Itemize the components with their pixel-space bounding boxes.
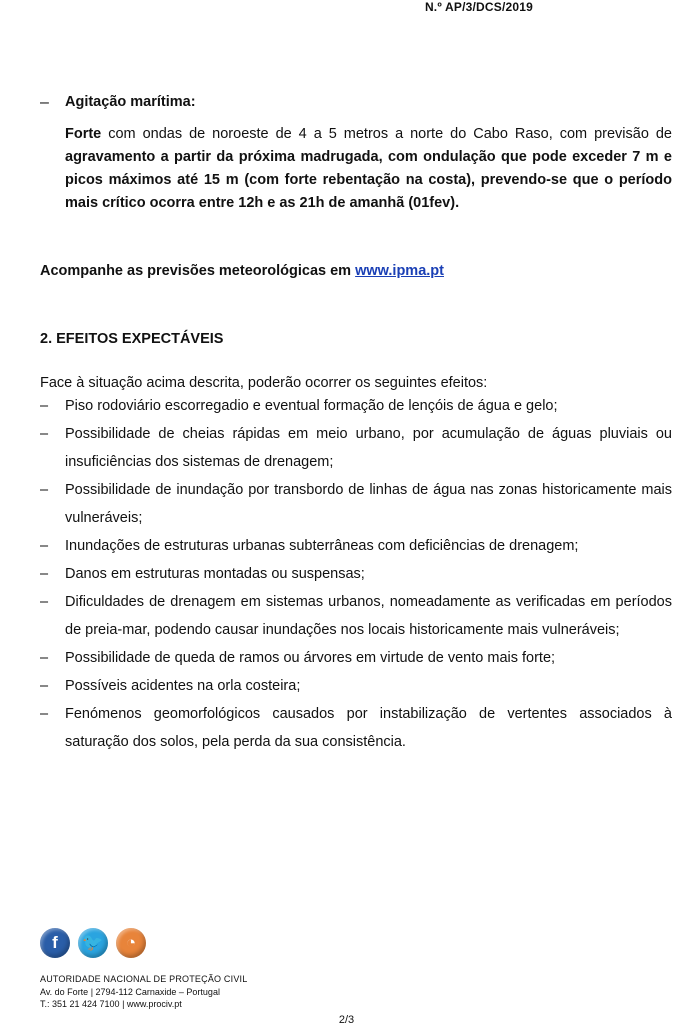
list-item xyxy=(40,644,672,672)
follow-forecast-line xyxy=(40,263,672,279)
footer-address: Av. do Forte | 2794-112 Carnaxide – Portugal xyxy=(40,986,220,997)
effects-list xyxy=(40,392,672,756)
section2-intro: Face à situação acima descrita, poderão ocorrer os seguintes efeitos: xyxy=(40,375,488,391)
bullet-dash: – xyxy=(40,426,49,442)
agitacao-title: Agitação marítima: xyxy=(65,94,196,110)
list-item-text: Possibilidade de queda de ramos ou árvores em virtude de vento mais forte; xyxy=(65,650,556,666)
bullet-dash: – xyxy=(40,594,49,610)
section2-title: 2. EFEITOS EXPECTÁVEIS xyxy=(40,331,224,347)
bullet-dash: – xyxy=(40,482,49,498)
facebook-icon[interactable]: f xyxy=(40,928,70,958)
document-number: N.º AP/3/DCS/2019 xyxy=(424,0,533,14)
list-item xyxy=(40,560,672,588)
agitacao-bold-text: agravamento a partir da próxima madrugada, com ondulação que pode exceder 7 m e picos máximos até 15 m (com forte rebentação na costa), prevendo-se que o período mais crítico ocorra entre 12h e as 21h de amanhã (01fev). xyxy=(65,149,672,211)
bullet-dash: – xyxy=(40,706,49,722)
twitter-icon[interactable]: 🐦 xyxy=(78,928,108,958)
footer-org: AUTORIDADE NACIONAL DE PROTEÇÃO CIVIL xyxy=(40,974,248,984)
list-item xyxy=(40,700,672,756)
follow-text: Acompanhe as previsões meteorológicas em xyxy=(40,263,356,279)
bullet-dash: – xyxy=(40,678,49,694)
ipma-link[interactable]: www.ipma.pt xyxy=(355,263,444,279)
list-item-text: Inundações de estruturas urbanas subterrâneas com deficiências de drenagem; xyxy=(65,538,579,554)
list-item xyxy=(40,672,672,700)
list-item-text: Possibilidade de inundação por transbordo de linhas de água nas zonas historicamente mais vulneráveis; xyxy=(65,482,672,526)
agitacao-paragraph xyxy=(65,123,672,215)
agitacao-line1: com ondas de noroeste de 4 a 5 metros a norte do Cabo Raso, com previsão de xyxy=(101,126,672,142)
rss-icon[interactable]: ◔ xyxy=(116,928,146,958)
bullet-dash: – xyxy=(40,566,49,582)
bullet-dash: – xyxy=(40,398,49,414)
list-item xyxy=(40,420,672,476)
list-item xyxy=(40,532,672,560)
social-icons xyxy=(40,928,146,958)
list-item-text: Possíveis acidentes na orla costeira; xyxy=(65,678,301,694)
list-item xyxy=(40,476,672,532)
bullet-dash: – xyxy=(40,650,49,666)
footer xyxy=(40,973,247,1011)
list-item xyxy=(40,588,672,644)
list-item-text: Dificuldades de drenagem em sistemas urbanos, nomeadamente as verificadas em períodos de preia-mar, podendo causar inundações nos locais historicamente mais vulneráveis; xyxy=(65,594,672,638)
list-item-text: Danos em estruturas montadas ou suspensas; xyxy=(65,566,365,582)
list-item-text: Piso rodoviário escorregadio e eventual formação de lençóis de água e gelo; xyxy=(65,398,558,414)
list-item-text: Fenómenos geomorfológicos causados por instabilização de vertentes associados à saturação dos solos, pela perda da sua consistência. xyxy=(65,706,672,750)
list-item xyxy=(40,392,672,420)
dash-marker: – xyxy=(40,94,49,111)
strong-word: Forte xyxy=(65,126,102,142)
page-number: 2/3 xyxy=(338,1014,355,1026)
footer-contact: T.: 351 21 424 7100 | www.prociv.pt xyxy=(40,999,182,1009)
bullet-dash: – xyxy=(40,538,49,554)
effects-list-container xyxy=(40,392,672,756)
list-item-text: Possibilidade de cheias rápidas em meio urbano, por acumulação de águas pluviais ou insuficiências dos sistemas de drenagem; xyxy=(65,426,672,470)
